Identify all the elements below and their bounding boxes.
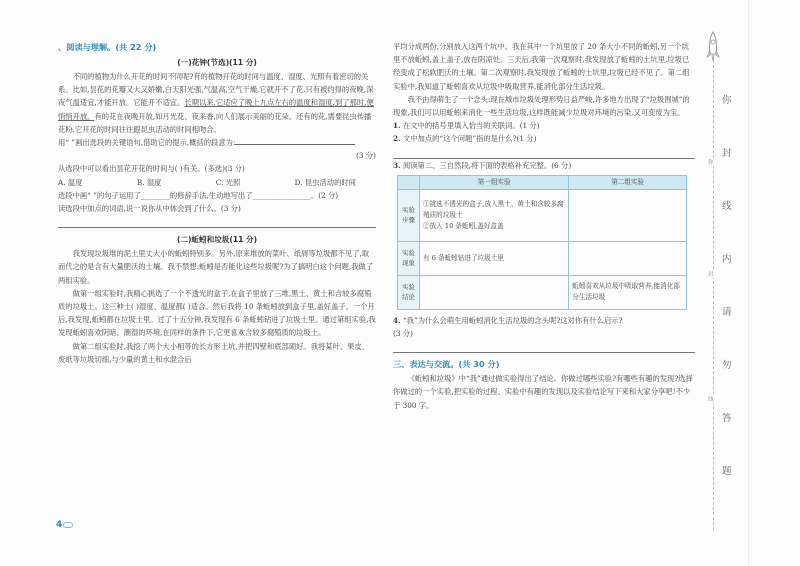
table-row-label-phenomenon: 实验现象 xyxy=(398,241,420,275)
binding-dashed-line xyxy=(713,60,714,530)
binding-small-label-3: 线 xyxy=(708,397,714,403)
option-d[interactable]: D. 昆虫活动的时间 xyxy=(294,177,356,187)
binding-char-7: 答 xyxy=(722,413,732,424)
passage2-paragraph-2: 做第一组实验时,我精心挑选了一个不透光的盒子,在盒子里放了三堆,黑土、黄土和含较多腐殖质的垃圾土。这三种土( )湿度、温度都( )适合。然后我将 10 条蚯蚓放到盒子里,盖好盖子。一个月后,我发现,蚯蚓都在垃圾土里。过了十五分钟,我发现有 6 条蚯蚓钻进了垃圾土里。通过第组实验,我发现蚯蚓喜欢阴暗、潮湿的环境,在同样的条件下,它更喜欢含较多腐殖质的垃圾土。 xyxy=(58,288,376,338)
binding-char-8: 题 xyxy=(722,466,732,477)
question-2-2: 2. 文中加点的“这个问题”指的是什么?(1 分) xyxy=(393,134,537,144)
passage1-text-a: 不同的植物为什么开花的时间不同呢?有的植物开花的时间与温度、湿度、光照有着密切的关系。比如,昙花的花瓣又大又娇嫩,白天阳光强,气温高,空气干燥,它就开不了花,只有被约得的夜晚,深夜气温适宜,才能开放。它能开 xyxy=(58,72,374,108)
question-2-4-text: “我”为什么会萌生用蚯蚓消化生活垃圾的念头呢?这对你有什么启示? xyxy=(402,315,623,325)
passage1-text-c: 有的花在夜晚开放,如月光花、夜来香,向人们展示美丽的花朵。还有的花,需要昆虫传播花粉,它开花的时间往往跟昆虫活动的时间相吻合。 xyxy=(58,111,372,134)
right-column xyxy=(393,40,695,412)
table-cell-steps-group1 xyxy=(420,189,569,241)
answer-line-1-4[interactable] xyxy=(58,215,376,228)
table-row-label-conclusion: 实验结论 xyxy=(398,275,420,309)
table-cell-phenomenon-group1: 有 6 条蚯蚓钻进了垃圾土里 xyxy=(420,241,569,275)
question-1-2-options xyxy=(58,176,376,189)
writing-prompt: 《蚯蚓和垃圾》中“我”通过做实验得出了结论。你做过哪些实验?有哪些有趣的发现?选择你做过的一个实验,把实验的过程、实验中有趣的发现以及实验结论写下来和大家分享吧!不少于 300 字。 xyxy=(393,374,693,410)
question-2-2-text: 文中加点的“这个问题”指的是什么?(1 分) xyxy=(402,134,537,144)
question-1-1-score: (3 分) xyxy=(356,151,376,161)
section-title-reading: 、阅读与理解。(共 22 分) xyxy=(58,42,157,52)
step-2-text: ②放入 10 条蚯蚓,盖好盒盖 xyxy=(423,221,504,230)
page-number xyxy=(56,520,73,530)
binding-char-1: 你 xyxy=(722,95,732,106)
passage2-title: (二)蚯蚓和垃圾(11 分) xyxy=(176,235,258,245)
section-title-expression: 三、表达与交流。(共 30 分) xyxy=(393,359,500,370)
passage2-paragraph-cont: 平均分成两份,分别放入这两个坑中。我在其中一个坑里放了 20 条大小不同的蚯蚓,另一个坑里不放蚯蚓,盖上盖子,放在阴凉处。三天后,我第一次观察时,我发现放了蚯蚓的土坑里,垃圾已经变成了松软肥沃的土壤。第二次观察时,我发现放了蚯蚓的土坑里,垃圾已经不见了。第二组实验中,我知道了蚯蚓喜欢从垃圾中吸取营养,能消化部分生活垃圾。 xyxy=(393,42,690,91)
page-number-decoration xyxy=(63,522,73,528)
binding-char-2: 封 xyxy=(722,148,732,159)
binding-small-label-2: 封 xyxy=(708,272,714,278)
question-1-4: 读选段中加点的词语,说一说你从中体会到了什么。(3 分) xyxy=(58,204,241,214)
binding-small-label-1: 你 xyxy=(708,160,714,166)
passage1-key-sentence: 长期以来,它适应了晚上九点左右的温度和湿度,到了那时,便悄悄开放。 xyxy=(58,98,374,121)
left-column xyxy=(58,40,376,366)
passage1-paragraph xyxy=(58,70,376,136)
page-number-text: 4 xyxy=(56,520,63,530)
option-c[interactable]: C. 光照 xyxy=(215,177,241,187)
answer-line-2-2[interactable] xyxy=(393,146,695,159)
passage1-text-b: 不适宜。 xyxy=(155,98,185,108)
table-cell-phenomenon-group2[interactable] xyxy=(569,241,687,275)
passage1-title: (一)花钟(节选)(11 分) xyxy=(177,58,257,67)
option-b[interactable]: B. 湿度 xyxy=(136,177,162,187)
passage2-paragraph-1: 我发现垃圾堆的泥土里丈大小的蚯蚓特别多。另外,原来堆放的菜叶、纸屑等垃圾都不见了,取而代之的是含有大量肥沃的土壤。我不禁想:蚯蚓是否能化这些垃圾呢?为了搞明白这个问题,我做了两组实验。 xyxy=(58,249,374,285)
table-cell-conclusion-group2: 蚯蚓喜欢从垃圾中吸取营养,能消化部分生活垃圾 xyxy=(569,275,687,309)
table-header-group1: 第一组实验 xyxy=(420,175,569,189)
question-2-4-score: (3 分) xyxy=(393,329,413,339)
table-header-group2: 第二组实验 xyxy=(569,175,687,189)
question-2-4: 4. “我”为什么会萌生用蚯蚓消化生活垃圾的念头呢?这对你有什么启示? xyxy=(393,315,623,325)
passage2-paragraph-3: 做第二组实验时,我挖了两个大小相等的长方形土坑,并把四壁和底部砌好。我将某叶、果皮、废纸等垃圾切细,与少量的黄土和水混合后 xyxy=(58,341,370,364)
table-header-blank xyxy=(398,175,420,189)
answer-blank-1-1[interactable] xyxy=(235,136,355,145)
question-2-3: 3. 阅读第二、三自然段,将下面的表格补充完整。(6 分) xyxy=(393,160,572,170)
question-1-1-text: 用“ ”画出选段的关键语句,借助它的提示,概括的段意为: xyxy=(58,138,236,148)
page-edge-rule xyxy=(748,0,749,566)
binding-char-5: 请 xyxy=(722,307,732,318)
question-1-3: 选段中画“ ”的句子运用了________的修辞手法,生动地写出了________________。(2 分) xyxy=(58,190,339,200)
question-1-2: 从选段中可以看出昙花开花的时间与( )有关。(多选)(3 分) xyxy=(58,164,245,174)
binding-char-6: 勿 xyxy=(722,360,732,371)
table-row-label-steps: 实验步骤 xyxy=(398,189,420,241)
step-1-text: ①挑选不透光的盒子,放入黑土、黄土和含较多腐殖质的垃圾土 xyxy=(423,199,564,219)
passage2-paragraph-end: 我不由得萌生了一个念头:现在城市垃圾处理形势日益严峻,许多地方出现了“垃圾围城”的现象,我们可以用蚯蚓来消化一些生活垃圾,这样既能减少垃圾对环境的污染,又可变废为宝。 xyxy=(393,94,690,118)
question-1-1 xyxy=(58,136,376,149)
binding-char-4: 内 xyxy=(722,254,732,265)
option-a[interactable]: A. 温度 xyxy=(58,177,83,187)
table-cell-steps-group2[interactable] xyxy=(569,189,687,241)
rocket-icon xyxy=(703,30,723,64)
question-2-3-text: 阅读第二、三自然段,将下面的表格补充完整。(6 分) xyxy=(402,160,572,170)
question-2-1: 1. 在文中的括号里填入恰当的关联词。(1 分) xyxy=(393,121,540,131)
experiment-table xyxy=(397,175,687,310)
answer-line-2-4[interactable] xyxy=(393,340,695,353)
table-cell-conclusion-group1[interactable] xyxy=(420,275,569,309)
binding-char-3: 线 xyxy=(722,201,732,212)
question-2-1-text: 在文中的括号里填入恰当的关联词。(1 分) xyxy=(402,121,540,131)
